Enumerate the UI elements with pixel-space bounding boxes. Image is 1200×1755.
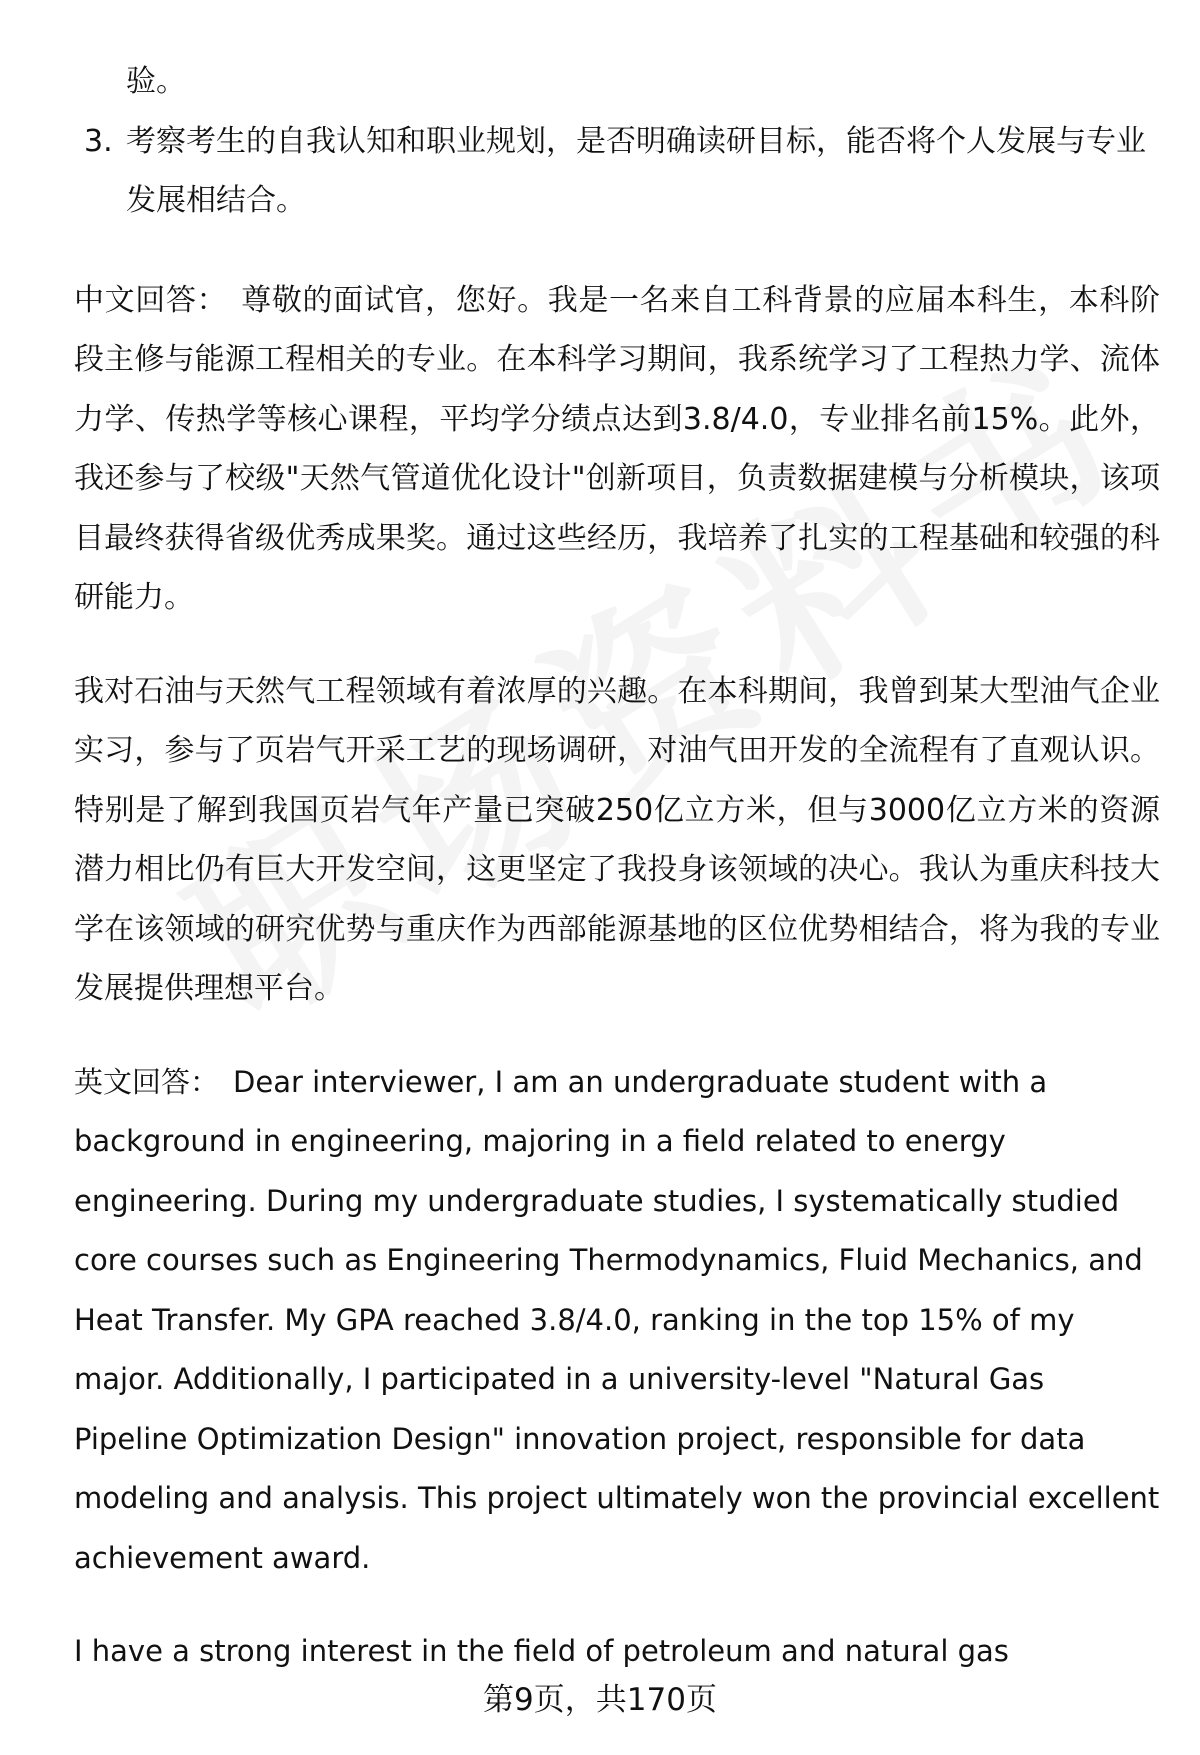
list-number: 3. [84,123,113,159]
en-answer-label: 英文回答： [74,1064,220,1099]
cn-answer-paragraph-1 [74,271,1160,628]
page-content [74,52,1160,1682]
cn-answer-paragraph-2: 我对石油与天然气工程领域有着浓厚的兴趣。在本科期间，我曾到某大型油气企业实习，参与了页岩气开采工艺的现场调研，对油气田开发的全流程有了直观认识。特别是了解到我国页岩气年产量已突破250亿立方米，但与3000亿立方米的资源潜力相比仍有巨大开发空间，这更坚定了我投身该领域的决心。我认为重庆科技大学在该领域的研究优势与重庆作为西部能源基地的区位优势相结合，将为我的专业发展提供理想平台。 [74,673,1160,1006]
cn-answer-text-1: 尊敬的面试官，您好。我是一名来自工科背景的应届本科生，本科阶段主修与能源工程相关的专业。在本科学习期间，我系统学习了工程热力学、流体力学、传热学等核心课程，平均学分绩点达到3.8/4.0，专业排名前15%。此外，我还参与了校级"天然气管道优化设计"创新项目，负责数据建模与分析模块，该项目最终获得省级优秀成果奖。通过这些经历，我培养了扎实的工程基础和较强的科研能力。 [74,282,1161,615]
en-answer-text-1: Dear interviewer, I am an undergraduate student with a background in engineering, majoring in a field related to energy engineering. During my undergraduate studies, I systematically studied core courses such as Engineering Thermodynamics, Fluid Mechanics, and Heat Transfer. My GPA reached 3.8/4.0, ranking in the top 15% of my major. Additionally, I participated in a university-level "Natural Gas Pipeline Optimization Design" innovation project, responsible for data modeling and analysis. This project ultimately won the provincial excellent achievement award. [74,1064,1160,1575]
page-footer: 第9页，共170页 [483,1682,717,1718]
en-answer-paragraph-2: I have a strong interest in the field of petroleum and natural gas [74,1634,1009,1668]
cn-answer-label: 中文回答： [74,282,228,318]
en-answer-paragraph-1 [74,1053,1160,1589]
list-item-3 [74,112,1160,231]
list-text: 考察考生的自我认知和职业规划，是否明确读研目标，能否将个人发展与专业发展相结合。 [126,123,1146,218]
continuation-text: 验。 [126,64,186,99]
